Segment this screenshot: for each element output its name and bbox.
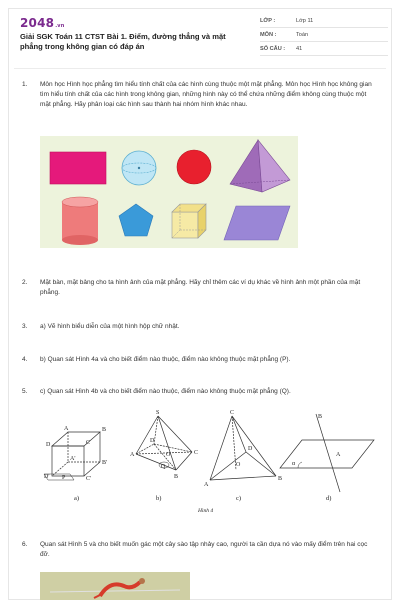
rectangle-shape: [50, 152, 106, 184]
label-a: A: [336, 452, 341, 458]
label-alpha: α: [292, 461, 296, 467]
question-number: 6.: [22, 541, 28, 548]
label-o: O: [236, 462, 241, 468]
parallelogram-shape: [224, 206, 290, 240]
circle-shape: [177, 150, 211, 184]
pyramid-shape: [230, 140, 290, 192]
label-d-prime: D': [44, 474, 50, 480]
label-a: A: [130, 452, 135, 458]
question-3: [22, 322, 374, 332]
question-1: [22, 80, 374, 110]
meta-row-subject: [260, 28, 388, 42]
figure-4c: [210, 416, 276, 480]
question-text: Mặt bàn, mặt bảng cho ta hình ảnh của mặt phẳng. Hãy chỉ thêm các ví dụ khác về hình ảnh một phần của mặt phẳng.: [40, 279, 361, 296]
meta-row-count: [260, 42, 388, 56]
question-number: 5.: [22, 388, 28, 395]
question-2: [22, 278, 374, 298]
cube-shape: [172, 204, 206, 238]
sphere-shape: [122, 151, 156, 185]
figure-4b-labels: [130, 410, 198, 480]
figure-4: [40, 406, 380, 530]
cylinder-shape: [62, 197, 98, 245]
high-jump-photo: [40, 572, 190, 600]
label-o: O: [166, 452, 171, 458]
figure-4d-labels: [292, 414, 341, 467]
shapes-figure: [40, 136, 298, 248]
question-4: [22, 355, 374, 365]
question-number: 2.: [22, 279, 28, 286]
meta-value: Toán: [296, 31, 309, 38]
pentagon-shape: [119, 204, 153, 236]
question-text: Quan sát Hình 5 và cho biết muốn gác một cây sào tập nhảy cao, người ta cần dựa nó vào mấy điểm trên hai cọc đỡ.: [40, 541, 368, 558]
page-title: Giải SGK Toán 11 CTST Bài 1. Điểm, đường thẳng và mặt phẳng trong không gian có đáp án: [20, 32, 226, 51]
header-divider: [14, 68, 386, 69]
label-b-prime: B': [102, 460, 108, 466]
label-p: P: [62, 475, 66, 481]
label-b: B: [318, 414, 323, 420]
figure-caption: Hình 4: [198, 508, 214, 514]
question-text: c) Quan sát Hình 4b và cho biết điểm nào thuộc, điểm nào không thuộc mặt phẳng (Q).: [40, 388, 291, 395]
label-c: C: [230, 410, 235, 416]
question-text: b) Quan sát Hình 4a và cho biết điểm nào thuộc, điểm nào không thuộc mặt phẳng (P).: [40, 356, 291, 363]
meta-table: [260, 14, 388, 56]
figure-4d: [280, 414, 374, 492]
label-q: Q: [161, 464, 166, 470]
question-5: [22, 387, 374, 397]
site-logo[interactable]: 2048.vn: [20, 16, 65, 30]
meta-value: Lớp 11: [296, 17, 314, 24]
label-b: B: [278, 476, 283, 482]
subcaption-a: a): [74, 495, 80, 502]
label-a: A: [64, 426, 69, 432]
question-text: Môn học Hình học phẳng tìm hiểu tính chất của các hình cùng thuộc một mặt phẳng. Môn học Hình học không gian tìm hiểu tính chất của các hình trong không gian, những hình này có thể chứa những điểm không cùng thuộc một mặt phẳng. Hãy phân loại các hình sau thành hai nhóm hình khác nhau.: [40, 81, 372, 108]
label-a-prime: A': [70, 456, 76, 462]
label-a: A: [204, 482, 209, 488]
subcaption-b: b): [156, 495, 162, 502]
question-number: 4.: [22, 356, 28, 363]
label-c-prime: C': [86, 476, 92, 482]
question-number: 3.: [22, 323, 28, 330]
label-d: D: [150, 438, 155, 444]
meta-row-class: [260, 14, 388, 28]
meta-key: SỐ CÂU :: [260, 45, 286, 52]
label-b: B: [174, 474, 179, 480]
meta-key: MÔN :: [260, 31, 277, 38]
label-b: B: [102, 427, 107, 433]
meta-key: LỚP :: [260, 17, 276, 24]
question-6: [22, 540, 374, 560]
figure-4b: [136, 416, 192, 470]
label-d: D: [248, 446, 253, 452]
question-number: 1.: [22, 81, 28, 88]
label-s: S: [156, 410, 160, 416]
header: [14, 10, 386, 70]
subcaption-d: d): [326, 495, 332, 502]
label-c: C: [194, 450, 199, 456]
question-text: a) Vẽ hình biểu diễn của một hình hộp chữ nhật.: [40, 323, 180, 330]
meta-value: 41: [296, 45, 303, 52]
label-d: D: [46, 442, 51, 448]
label-c: C: [86, 440, 91, 446]
subcaption-c: c): [236, 495, 242, 502]
